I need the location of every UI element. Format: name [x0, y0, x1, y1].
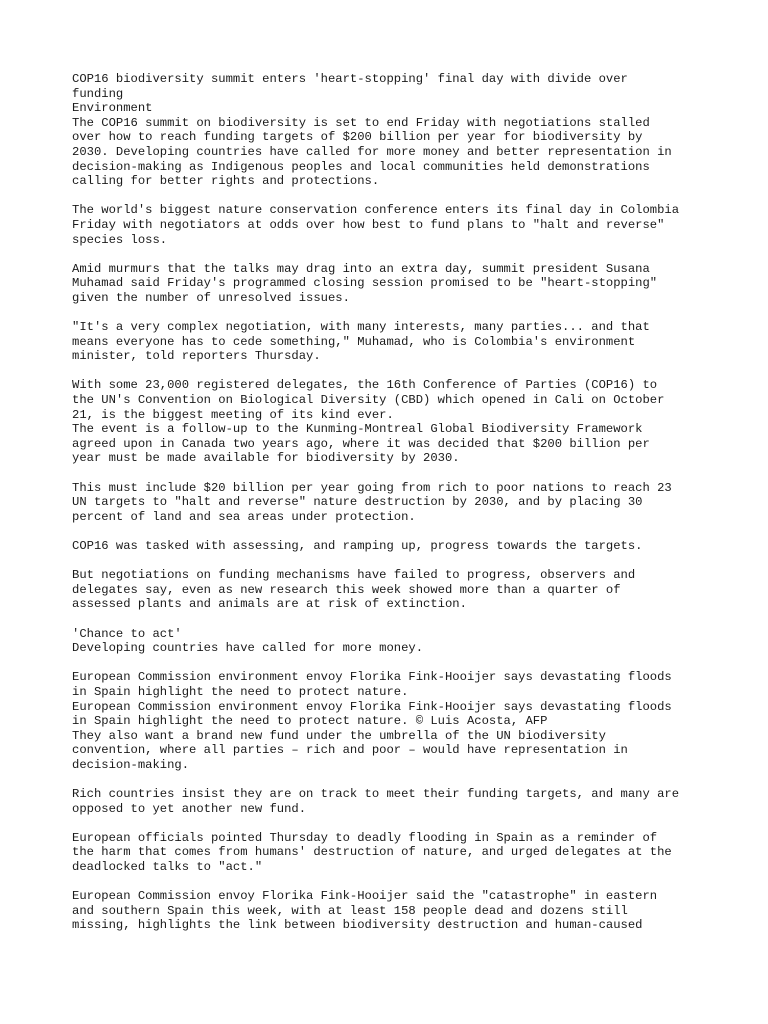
paragraph-line: European Commission envoy Florika Fink-Hooijer said the "catastrophe" in eastern — [72, 889, 658, 904]
paragraph-line: Muhamad said Friday's programmed closing session promised to be "heart-stopping" — [72, 276, 658, 291]
article-title-line-1: COP16 biodiversity summit enters 'heart-stopping' final day with divide over — [72, 72, 628, 86]
article-paragraph — [72, 481, 712, 525]
paragraph-line: missing, highlights the link between biodiversity destruction and human-caused — [72, 918, 643, 933]
paragraph-line: and southern Spain this week, with at least 158 people dead and dozens still — [72, 903, 628, 918]
paragraph-line: European Commission environment envoy Florika Fink-Hooijer says devastating floods — [72, 699, 672, 714]
paragraph-line: given the number of unresolved issues. — [72, 290, 350, 305]
paragraph-line: in Spain highlight the need to protect nature. © Luis Acosta, AFP — [72, 714, 548, 729]
article-paragraph — [72, 320, 712, 364]
paragraph-line: deadlocked talks to "act." — [72, 860, 263, 875]
paragraph-line: assessed plants and animals are at risk of extinction. — [72, 597, 467, 612]
paragraph-line: in Spain highlight the need to protect nature. — [72, 684, 409, 699]
paragraph-line: calling for better rights and protections. — [72, 174, 380, 189]
paragraph-line: decision-making as Indigenous peoples and local communities held demonstrations — [72, 159, 650, 174]
paragraph-line: decision-making. — [72, 757, 190, 772]
paragraph-line: agreed upon in Canada two years ago, where it was decided that $200 billion per — [72, 436, 650, 451]
article-paragraph — [72, 670, 712, 772]
paragraph-line: 21, is the biggest meeting of its kind ever. — [72, 407, 394, 422]
paragraph-line: The event is a follow-up to the Kunming-Montreal Global Biodiversity Framework — [72, 422, 643, 437]
article-paragraph — [72, 787, 712, 816]
paragraph-line: over how to reach funding targets of $200 billion per year for biodiversity by — [72, 130, 643, 145]
paragraph-line: species loss. — [72, 232, 168, 247]
paragraph-line: The COP16 summit on biodiversity is set to end Friday with negotiations stalled — [72, 115, 650, 130]
paragraph-line: 'Chance to act' — [72, 626, 182, 641]
article-header — [72, 72, 712, 116]
paragraph-line: delegates say, even as new research this week showed more than a quarter of — [72, 582, 621, 597]
paragraph-line: means everyone has to cede something," Muhamad, who is Colombia's environment — [72, 334, 636, 349]
article-title-line-2: funding — [72, 86, 124, 101]
paragraph-line: opposed to yet another new fund. — [72, 801, 307, 816]
paragraph-line: Friday with negotiators at odds over how best to fund plans to "halt and reverse" — [72, 217, 665, 232]
paragraph-line: With some 23,000 registered delegates, the 16th Conference of Parties (COP16) to — [72, 378, 658, 393]
paragraph-line: European Commission environment envoy Florika Fink-Hooijer says devastating floods — [72, 670, 672, 685]
paragraph-line: minister, told reporters Thursday. — [72, 349, 321, 364]
paragraph-line: UN targets to "halt and reverse" nature destruction by 2030, and by placing 30 — [72, 495, 643, 510]
paragraph-line: This must include $20 billion per year going from rich to poor nations to reach 23 — [72, 480, 672, 495]
paragraph-line: They also want a brand new fund under the umbrella of the UN biodiversity — [72, 728, 606, 743]
document-page — [72, 72, 712, 948]
paragraph-line: Rich countries insist they are on track to meet their funding targets, and many are — [72, 787, 680, 802]
article-paragraph — [72, 889, 712, 933]
paragraph-line: convention, where all parties – rich and poor – would have representation in — [72, 743, 628, 758]
paragraph-line: the harm that comes from humans' destruction of nature, and urged delegates at the — [72, 845, 672, 860]
paragraph-line: percent of land and sea areas under protection. — [72, 509, 416, 524]
paragraph-line: Developing countries have called for more money. — [72, 641, 424, 656]
paragraph-line: COP16 was tasked with assessing, and ramping up, progress towards the targets. — [72, 539, 643, 553]
article-paragraph — [72, 378, 712, 466]
paragraph-line: Amid murmurs that the talks may drag into an extra day, summit president Susana — [72, 261, 650, 276]
paragraph-line: European officials pointed Thursday to deadly flooding in Spain as a reminder of — [72, 830, 658, 845]
section-label: Environment — [72, 101, 153, 116]
article-paragraph — [72, 203, 712, 247]
article-paragraph — [72, 539, 712, 554]
article-paragraph — [72, 568, 712, 612]
article-paragraph — [72, 627, 712, 656]
article-paragraph — [72, 831, 712, 875]
paragraph-line: year must be made available for biodiversity by 2030. — [72, 451, 460, 466]
article-body — [72, 116, 712, 933]
article-paragraph — [72, 116, 712, 189]
article-paragraph — [72, 262, 712, 306]
paragraph-line: the UN's Convention on Biological Diversity (CBD) which opened in Cali on October — [72, 393, 665, 408]
paragraph-line: "It's a very complex negotiation, with many interests, many parties... and that — [72, 320, 650, 335]
paragraph-line: But negotiations on funding mechanisms have failed to progress, observers and — [72, 568, 636, 583]
paragraph-line: The world's biggest nature conservation conference enters its final day in Colombia — [72, 203, 680, 218]
paragraph-line: 2030. Developing countries have called for more money and better representation in — [72, 144, 672, 159]
